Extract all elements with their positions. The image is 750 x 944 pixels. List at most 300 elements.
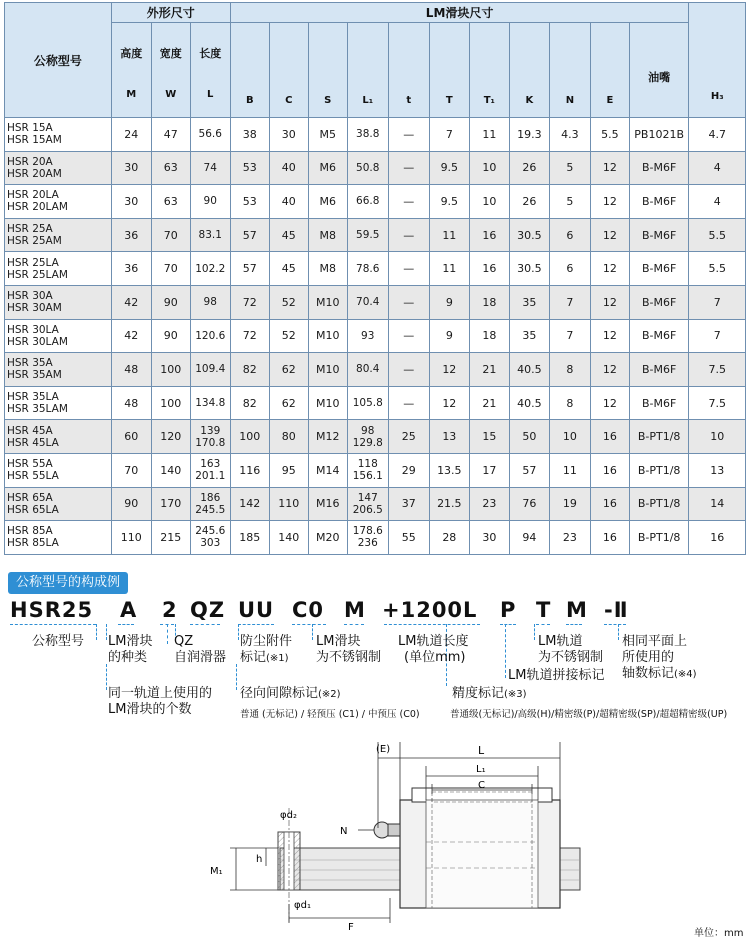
cell-s: M8 bbox=[308, 252, 347, 286]
cell-b: 185 bbox=[230, 521, 269, 555]
cell-t: 11 bbox=[429, 252, 469, 286]
label-precision-options: 普通级(无标记)/高级(H)/精密级(P)/超精密级(SP)/超超精密级(UP) bbox=[450, 709, 728, 720]
cell-oil: B-M6F bbox=[629, 185, 689, 219]
cell-c: 62 bbox=[269, 353, 308, 387]
cell-t: 29 bbox=[388, 453, 429, 487]
cell-c: 62 bbox=[269, 386, 308, 420]
dim-label-n: N bbox=[340, 826, 348, 837]
leader-block-type bbox=[106, 624, 107, 640]
cell-l1: 98 129.8 bbox=[347, 420, 388, 454]
cell-b: 82 bbox=[230, 353, 269, 387]
label-block-count: 同一轨道上使用的 LM滑块的个数 bbox=[108, 686, 213, 717]
cell-oil: B-M6F bbox=[629, 285, 689, 319]
cell-w: 170 bbox=[151, 487, 190, 521]
cell-oil: B-M6F bbox=[629, 353, 689, 387]
header-b: B bbox=[230, 23, 269, 118]
cell-n: 23 bbox=[549, 521, 590, 555]
cell-c: 52 bbox=[269, 285, 308, 319]
underline-axes bbox=[604, 624, 626, 625]
dim-label-l: L bbox=[478, 744, 485, 757]
header-t: t bbox=[388, 23, 429, 118]
cell-m: 36 bbox=[111, 218, 151, 252]
leader-dust bbox=[238, 624, 239, 640]
cell-m: 42 bbox=[111, 285, 151, 319]
leader-block-count-down bbox=[106, 664, 107, 690]
cell-t1: 21 bbox=[469, 386, 509, 420]
cell-l1: 147 206.5 bbox=[347, 487, 388, 521]
label-ss-rail: LM轨道 为不锈钢制 bbox=[538, 634, 604, 665]
cell-t1: 18 bbox=[469, 319, 509, 353]
leader-clearance bbox=[236, 664, 237, 690]
cell-w: 120 bbox=[151, 420, 190, 454]
label-ss-block: LM滑块 为不锈钢制 bbox=[316, 634, 382, 665]
cell-l: 90 bbox=[190, 185, 230, 219]
cell-w: 70 bbox=[151, 252, 190, 286]
code-rail-length: +1200L bbox=[382, 598, 478, 622]
cell-t1: 10 bbox=[469, 151, 509, 185]
header-e: E bbox=[590, 23, 629, 118]
cell-h3: 4 bbox=[689, 151, 746, 185]
cell-b: 53 bbox=[230, 151, 269, 185]
cell-k: 26 bbox=[509, 151, 549, 185]
header-width: 宽度 W bbox=[151, 23, 190, 118]
underline-qz bbox=[190, 624, 220, 625]
cell-m: 30 bbox=[111, 151, 151, 185]
table-row bbox=[5, 386, 746, 420]
cell-t: 28 bbox=[429, 521, 469, 555]
cell-t: 7 bbox=[429, 118, 469, 152]
cell-l: 109.4 bbox=[190, 353, 230, 387]
leader-block-count bbox=[167, 624, 168, 644]
header-h3: H₃ bbox=[689, 3, 746, 118]
cell-s: M5 bbox=[308, 118, 347, 152]
cell-c: 140 bbox=[269, 521, 308, 555]
cell-t: 9.5 bbox=[429, 151, 469, 185]
cell-n: 7 bbox=[549, 319, 590, 353]
spec-table-body bbox=[5, 118, 746, 555]
cell-oil: B-M6F bbox=[629, 151, 689, 185]
cell-m: 70 bbox=[111, 453, 151, 487]
dim-label-c: C bbox=[478, 780, 485, 791]
cell-k: 35 bbox=[509, 285, 549, 319]
cell-s: M8 bbox=[308, 218, 347, 252]
cell-e: 5.5 bbox=[590, 118, 629, 152]
cell-model: HSR 45A HSR 45LA bbox=[5, 420, 112, 454]
cell-t1: 18 bbox=[469, 285, 509, 319]
cell-m: 24 bbox=[111, 118, 151, 152]
cell-t1: 17 bbox=[469, 453, 509, 487]
code-axes: -Ⅱ bbox=[604, 598, 629, 622]
dim-label-d2: φd₂ bbox=[280, 810, 297, 821]
cell-n: 4.3 bbox=[549, 118, 590, 152]
cell-e: 12 bbox=[590, 151, 629, 185]
cell-l1: 118 156.1 bbox=[347, 453, 388, 487]
header-oil-nipple: 油嘴 bbox=[629, 23, 689, 118]
cell-n: 19 bbox=[549, 487, 590, 521]
label-block-type: LM滑块 的种类 bbox=[108, 634, 153, 665]
header-model: 公称型号 bbox=[5, 3, 112, 118]
code-qz: QZ bbox=[190, 598, 226, 622]
cell-model: HSR 20LA HSR 20LAM bbox=[5, 185, 112, 219]
cell-s: M6 bbox=[308, 151, 347, 185]
label-clearance: 径向间隙标记(※2) bbox=[240, 686, 341, 701]
cell-l: 102.2 bbox=[190, 252, 230, 286]
cell-t: 11 bbox=[429, 218, 469, 252]
cell-n: 11 bbox=[549, 453, 590, 487]
label-axes: 相同平面上 所使用的 轴数标记(※4) bbox=[622, 634, 697, 681]
cell-oil: B-M6F bbox=[629, 218, 689, 252]
cell-m: 90 bbox=[111, 487, 151, 521]
cell-k: 19.3 bbox=[509, 118, 549, 152]
cell-t: 13 bbox=[429, 420, 469, 454]
cell-t: 9 bbox=[429, 285, 469, 319]
cell-l: 74 bbox=[190, 151, 230, 185]
cell-oil: B-PT1/8 bbox=[629, 487, 689, 521]
underline-series bbox=[10, 624, 96, 625]
cell-c: 30 bbox=[269, 118, 308, 152]
cell-l: 120.6 bbox=[190, 319, 230, 353]
cell-n: 10 bbox=[549, 420, 590, 454]
cell-m: 110 bbox=[111, 521, 151, 555]
cell-l1: 38.8 bbox=[347, 118, 388, 152]
cell-b: 53 bbox=[230, 185, 269, 219]
header-height: 高度 M bbox=[111, 23, 151, 118]
cell-s: M10 bbox=[308, 319, 347, 353]
cell-s: M6 bbox=[308, 185, 347, 219]
code-clearance: C0 bbox=[292, 598, 325, 622]
cell-oil: B-PT1/8 bbox=[629, 521, 689, 555]
cell-b: 57 bbox=[230, 218, 269, 252]
cell-l1: 50.8 bbox=[347, 151, 388, 185]
code-ss-block: M bbox=[344, 598, 366, 622]
cell-e: 12 bbox=[590, 353, 629, 387]
cell-t1: 16 bbox=[469, 218, 509, 252]
cell-t: 13.5 bbox=[429, 453, 469, 487]
cell-t: — bbox=[388, 151, 429, 185]
cell-w: 90 bbox=[151, 285, 190, 319]
header-T: T bbox=[429, 23, 469, 118]
cell-model: HSR 35LA HSR 35LAM bbox=[5, 386, 112, 420]
cell-t: 21.5 bbox=[429, 487, 469, 521]
cell-w: 47 bbox=[151, 118, 190, 152]
table-row bbox=[5, 521, 746, 555]
cell-l1: 105.8 bbox=[347, 386, 388, 420]
cell-h3: 4 bbox=[689, 185, 746, 219]
cell-l1: 178.6 236 bbox=[347, 521, 388, 555]
label-joint: LM轨道拼接标记 bbox=[508, 668, 605, 683]
table-row bbox=[5, 319, 746, 353]
example-title: 公称型号的构成例 bbox=[8, 572, 128, 594]
cell-w: 100 bbox=[151, 353, 190, 387]
dim-label-f: F bbox=[348, 922, 354, 933]
cell-s: M10 bbox=[308, 386, 347, 420]
cell-h3: 16 bbox=[689, 521, 746, 555]
cell-c: 80 bbox=[269, 420, 308, 454]
cell-m: 42 bbox=[111, 319, 151, 353]
cell-w: 100 bbox=[151, 386, 190, 420]
cell-l: 245.6 303 bbox=[190, 521, 230, 555]
cell-t: — bbox=[388, 319, 429, 353]
cell-l: 98 bbox=[190, 285, 230, 319]
cell-n: 5 bbox=[549, 185, 590, 219]
model-code-example bbox=[10, 598, 740, 624]
header-outer-dimensions: 外形尺寸 bbox=[111, 3, 230, 23]
cell-w: 63 bbox=[151, 151, 190, 185]
cell-h3: 13 bbox=[689, 453, 746, 487]
cell-model: HSR 30A HSR 30AM bbox=[5, 285, 112, 319]
cell-model: HSR 25LA HSR 25LAM bbox=[5, 252, 112, 286]
cell-t: — bbox=[388, 285, 429, 319]
cell-t: — bbox=[388, 353, 429, 387]
header-s: S bbox=[308, 23, 347, 118]
cell-oil: B-PT1/8 bbox=[629, 420, 689, 454]
cell-w: 140 bbox=[151, 453, 190, 487]
cell-l1: 59.5 bbox=[347, 218, 388, 252]
cell-e: 12 bbox=[590, 285, 629, 319]
cell-e: 16 bbox=[590, 420, 629, 454]
cell-c: 40 bbox=[269, 151, 308, 185]
label-clearance-options: 普通 (无标记) / 轻预压 (C1) / 中预压 (C0) bbox=[240, 709, 420, 720]
leader-axes bbox=[618, 624, 619, 640]
leader-ss-rail bbox=[534, 624, 535, 640]
cell-t: 9 bbox=[429, 319, 469, 353]
table-row bbox=[5, 420, 746, 454]
label-model: 公称型号 bbox=[32, 634, 85, 649]
cell-l: 163 201.1 bbox=[190, 453, 230, 487]
code-block-type: A bbox=[120, 598, 138, 622]
table-row bbox=[5, 487, 746, 521]
cell-c: 45 bbox=[269, 218, 308, 252]
cell-b: 142 bbox=[230, 487, 269, 521]
cell-k: 40.5 bbox=[509, 386, 549, 420]
spec-table bbox=[4, 2, 746, 555]
label-precision: 精度标记(※3) bbox=[452, 686, 527, 701]
cell-l1: 78.6 bbox=[347, 252, 388, 286]
cell-m: 60 bbox=[111, 420, 151, 454]
cell-n: 8 bbox=[549, 386, 590, 420]
cell-s: M10 bbox=[308, 285, 347, 319]
cell-t: — bbox=[388, 252, 429, 286]
unit-label: 单位：mm bbox=[694, 928, 744, 939]
header-c: C bbox=[269, 23, 308, 118]
cell-c: 40 bbox=[269, 185, 308, 219]
cell-model: HSR 20A HSR 20AM bbox=[5, 151, 112, 185]
underline-dust bbox=[238, 624, 274, 625]
cell-t1: 15 bbox=[469, 420, 509, 454]
cell-c: 95 bbox=[269, 453, 308, 487]
cell-h3: 5.5 bbox=[689, 252, 746, 286]
cell-oil: B-M6F bbox=[629, 386, 689, 420]
cell-n: 6 bbox=[549, 218, 590, 252]
cell-model: HSR 55A HSR 55LA bbox=[5, 453, 112, 487]
cell-h3: 7 bbox=[689, 285, 746, 319]
cell-s: M20 bbox=[308, 521, 347, 555]
cell-k: 35 bbox=[509, 319, 549, 353]
table-row bbox=[5, 151, 746, 185]
cell-t: 12 bbox=[429, 353, 469, 387]
underline-ss-rail bbox=[566, 624, 582, 625]
cell-h3: 4.7 bbox=[689, 118, 746, 152]
block-shape bbox=[400, 788, 560, 908]
header-k: K bbox=[509, 23, 549, 118]
cell-s: M14 bbox=[308, 453, 347, 487]
table-row bbox=[5, 285, 746, 319]
leader-series bbox=[96, 624, 97, 640]
underline-joint bbox=[536, 624, 550, 625]
table-row bbox=[5, 118, 746, 152]
cell-e: 12 bbox=[590, 185, 629, 219]
cell-h3: 7.5 bbox=[689, 386, 746, 420]
code-ss-rail: M bbox=[566, 598, 588, 622]
header-t1: T₁ bbox=[469, 23, 509, 118]
cell-k: 40.5 bbox=[509, 353, 549, 387]
cell-e: 12 bbox=[590, 218, 629, 252]
cell-b: 38 bbox=[230, 118, 269, 152]
cell-t: — bbox=[388, 118, 429, 152]
cell-m: 36 bbox=[111, 252, 151, 286]
cell-s: M16 bbox=[308, 487, 347, 521]
cell-model: HSR 15A HSR 15AM bbox=[5, 118, 112, 152]
cell-t: 25 bbox=[388, 420, 429, 454]
cell-b: 116 bbox=[230, 453, 269, 487]
cell-b: 72 bbox=[230, 319, 269, 353]
underline-block-type bbox=[118, 624, 134, 625]
underline-rail-length bbox=[384, 624, 480, 625]
cell-n: 8 bbox=[549, 353, 590, 387]
cell-t: 9.5 bbox=[429, 185, 469, 219]
header-n: N bbox=[549, 23, 590, 118]
underline-precision bbox=[500, 624, 516, 625]
cell-b: 100 bbox=[230, 420, 269, 454]
dim-label-h: h bbox=[256, 854, 263, 865]
cell-t1: 10 bbox=[469, 185, 509, 219]
cell-k: 94 bbox=[509, 521, 549, 555]
cell-k: 30.5 bbox=[509, 218, 549, 252]
header-l1: L₁ bbox=[347, 23, 388, 118]
cell-t1: 11 bbox=[469, 118, 509, 152]
cell-oil: B-PT1/8 bbox=[629, 453, 689, 487]
cell-l: 139 170.8 bbox=[190, 420, 230, 454]
cell-w: 215 bbox=[151, 521, 190, 555]
cell-l: 134.8 bbox=[190, 386, 230, 420]
table-row bbox=[5, 252, 746, 286]
cell-model: HSR 35A HSR 35AM bbox=[5, 353, 112, 387]
code-precision: P bbox=[500, 598, 517, 622]
cell-s: M10 bbox=[308, 353, 347, 387]
cell-h3: 14 bbox=[689, 487, 746, 521]
cell-t1: 16 bbox=[469, 252, 509, 286]
cell-k: 76 bbox=[509, 487, 549, 521]
cell-b: 72 bbox=[230, 285, 269, 319]
table-row bbox=[5, 218, 746, 252]
cell-k: 57 bbox=[509, 453, 549, 487]
cell-l: 56.6 bbox=[190, 118, 230, 152]
code-block-count: 2 bbox=[162, 598, 178, 622]
leader-ss-block bbox=[312, 624, 313, 640]
cell-model: HSR 65A HSR 65LA bbox=[5, 487, 112, 521]
cell-oil: PB1021B bbox=[629, 118, 689, 152]
cell-e: 16 bbox=[590, 453, 629, 487]
cell-k: 30.5 bbox=[509, 252, 549, 286]
cell-model: HSR 85A HSR 85LA bbox=[5, 521, 112, 555]
dim-label-m1: M₁ bbox=[210, 866, 223, 877]
cell-h3: 7 bbox=[689, 319, 746, 353]
cell-e: 12 bbox=[590, 252, 629, 286]
cell-oil: B-M6F bbox=[629, 252, 689, 286]
cell-t1: 21 bbox=[469, 353, 509, 387]
label-dust: 防尘附件 标记(※1) bbox=[240, 634, 293, 665]
table-row bbox=[5, 185, 746, 219]
cell-k: 50 bbox=[509, 420, 549, 454]
cell-s: M12 bbox=[308, 420, 347, 454]
cell-c: 110 bbox=[269, 487, 308, 521]
cell-n: 6 bbox=[549, 252, 590, 286]
cell-e: 12 bbox=[590, 386, 629, 420]
cell-t: — bbox=[388, 185, 429, 219]
cell-h3: 7.5 bbox=[689, 353, 746, 387]
cell-model: HSR 30LA HSR 30LAM bbox=[5, 319, 112, 353]
cell-b: 82 bbox=[230, 386, 269, 420]
code-joint: T bbox=[536, 598, 552, 622]
cell-l1: 80.4 bbox=[347, 353, 388, 387]
cell-m: 48 bbox=[111, 353, 151, 387]
cell-l: 83.1 bbox=[190, 218, 230, 252]
cell-w: 70 bbox=[151, 218, 190, 252]
header-length: 长度 L bbox=[190, 23, 230, 118]
cell-t: 37 bbox=[388, 487, 429, 521]
cell-b: 57 bbox=[230, 252, 269, 286]
cell-n: 5 bbox=[549, 151, 590, 185]
table-row bbox=[5, 353, 746, 387]
dim-label-l1: L₁ bbox=[476, 764, 486, 775]
cell-l1: 70.4 bbox=[347, 285, 388, 319]
cell-k: 26 bbox=[509, 185, 549, 219]
cell-l1: 66.8 bbox=[347, 185, 388, 219]
cell-e: 12 bbox=[590, 319, 629, 353]
cell-c: 52 bbox=[269, 319, 308, 353]
underline-ss-block bbox=[344, 624, 364, 625]
cell-m: 48 bbox=[111, 386, 151, 420]
cell-l1: 93 bbox=[347, 319, 388, 353]
cell-w: 90 bbox=[151, 319, 190, 353]
cell-oil: B-M6F bbox=[629, 319, 689, 353]
cell-e: 16 bbox=[590, 521, 629, 555]
leader-joint bbox=[505, 624, 506, 678]
cell-t1: 30 bbox=[469, 521, 509, 555]
cell-m: 30 bbox=[111, 185, 151, 219]
cell-t: — bbox=[388, 218, 429, 252]
label-qz: QZ 自润滑器 bbox=[174, 634, 227, 665]
cell-h3: 10 bbox=[689, 420, 746, 454]
cell-t: 55 bbox=[388, 521, 429, 555]
cell-n: 7 bbox=[549, 285, 590, 319]
dim-label-d1: φd₁ bbox=[294, 900, 311, 911]
cell-l: 186 245.5 bbox=[190, 487, 230, 521]
code-dust-seal: UU bbox=[238, 598, 275, 622]
label-rail-length: LM轨道长度 (单位mm) bbox=[398, 634, 469, 665]
header-lm-block-dimensions: LM滑块尺寸 bbox=[230, 3, 689, 23]
cell-model: HSR 25A HSR 25AM bbox=[5, 218, 112, 252]
dim-label-e: (E) bbox=[376, 744, 391, 755]
cell-c: 45 bbox=[269, 252, 308, 286]
lm-block-side-view-diagram bbox=[190, 738, 610, 934]
underline-clearance bbox=[292, 624, 326, 625]
cell-h3: 5.5 bbox=[689, 218, 746, 252]
cell-t: 12 bbox=[429, 386, 469, 420]
cell-t: — bbox=[388, 386, 429, 420]
table-row bbox=[5, 453, 746, 487]
cell-t1: 23 bbox=[469, 487, 509, 521]
